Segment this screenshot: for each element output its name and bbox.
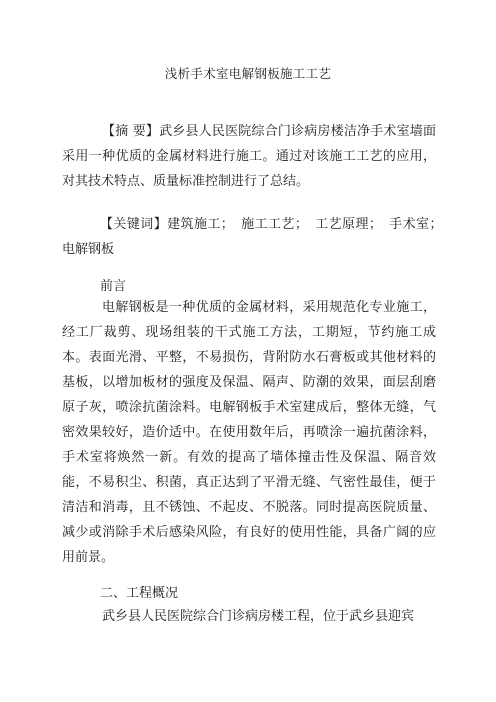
section-heading-project-overview: 二、工程概况: [100, 586, 179, 601]
foreword-heading: 前言: [100, 279, 127, 294]
document-title: 浅析手术室电解钢板施工工艺: [164, 66, 332, 81]
foreword-paragraph: 电解钢板是一种优质的金属材料，采用规范化专业施工，经工厂裁剪、现场组装的干式施工方法，工期短，节约施工成本。表面光滑、平整，不易损伤，背附防水石膏板或其他材料的基板，以增加板材的强度及保温、隔声、防潮的效果，面层刮磨原子灰，喷涂抗菌涂料。电解钢板手术室建成后，整体无缝，气密效果较好，造价适中。在使用数年后，再喷涂一遍抗菌涂料，手术室将焕然一新。有效的提高了墙体撞击性及保温、隔音效能，不易积尘、积菌，真正达到了平滑无缝、气密性最佳，便于清洁和消毒，且不锈蚀、不起皮、不脱落。同时提高医院质量、减少或消除手术后感染风险，有良好的使用性能，具备广阔的应用前景。: [62, 300, 436, 565]
project-overview-paragraph: 武乡县人民医院综合门诊病房楼工程，位于武乡县迎宾: [102, 609, 415, 624]
abstract-paragraph: 【摘 要】武乡县人民医院综合门诊病房楼洁净手术室墙面采用一种优质的金属材料进行施工。通过对该施工工艺的应用，对其技术特点、质量标准控制进行了总结。: [62, 124, 436, 189]
keywords-paragraph: 【关键词】建筑施工； 施工工艺； 工艺原理； 手术室； 电解钢板: [62, 217, 450, 257]
